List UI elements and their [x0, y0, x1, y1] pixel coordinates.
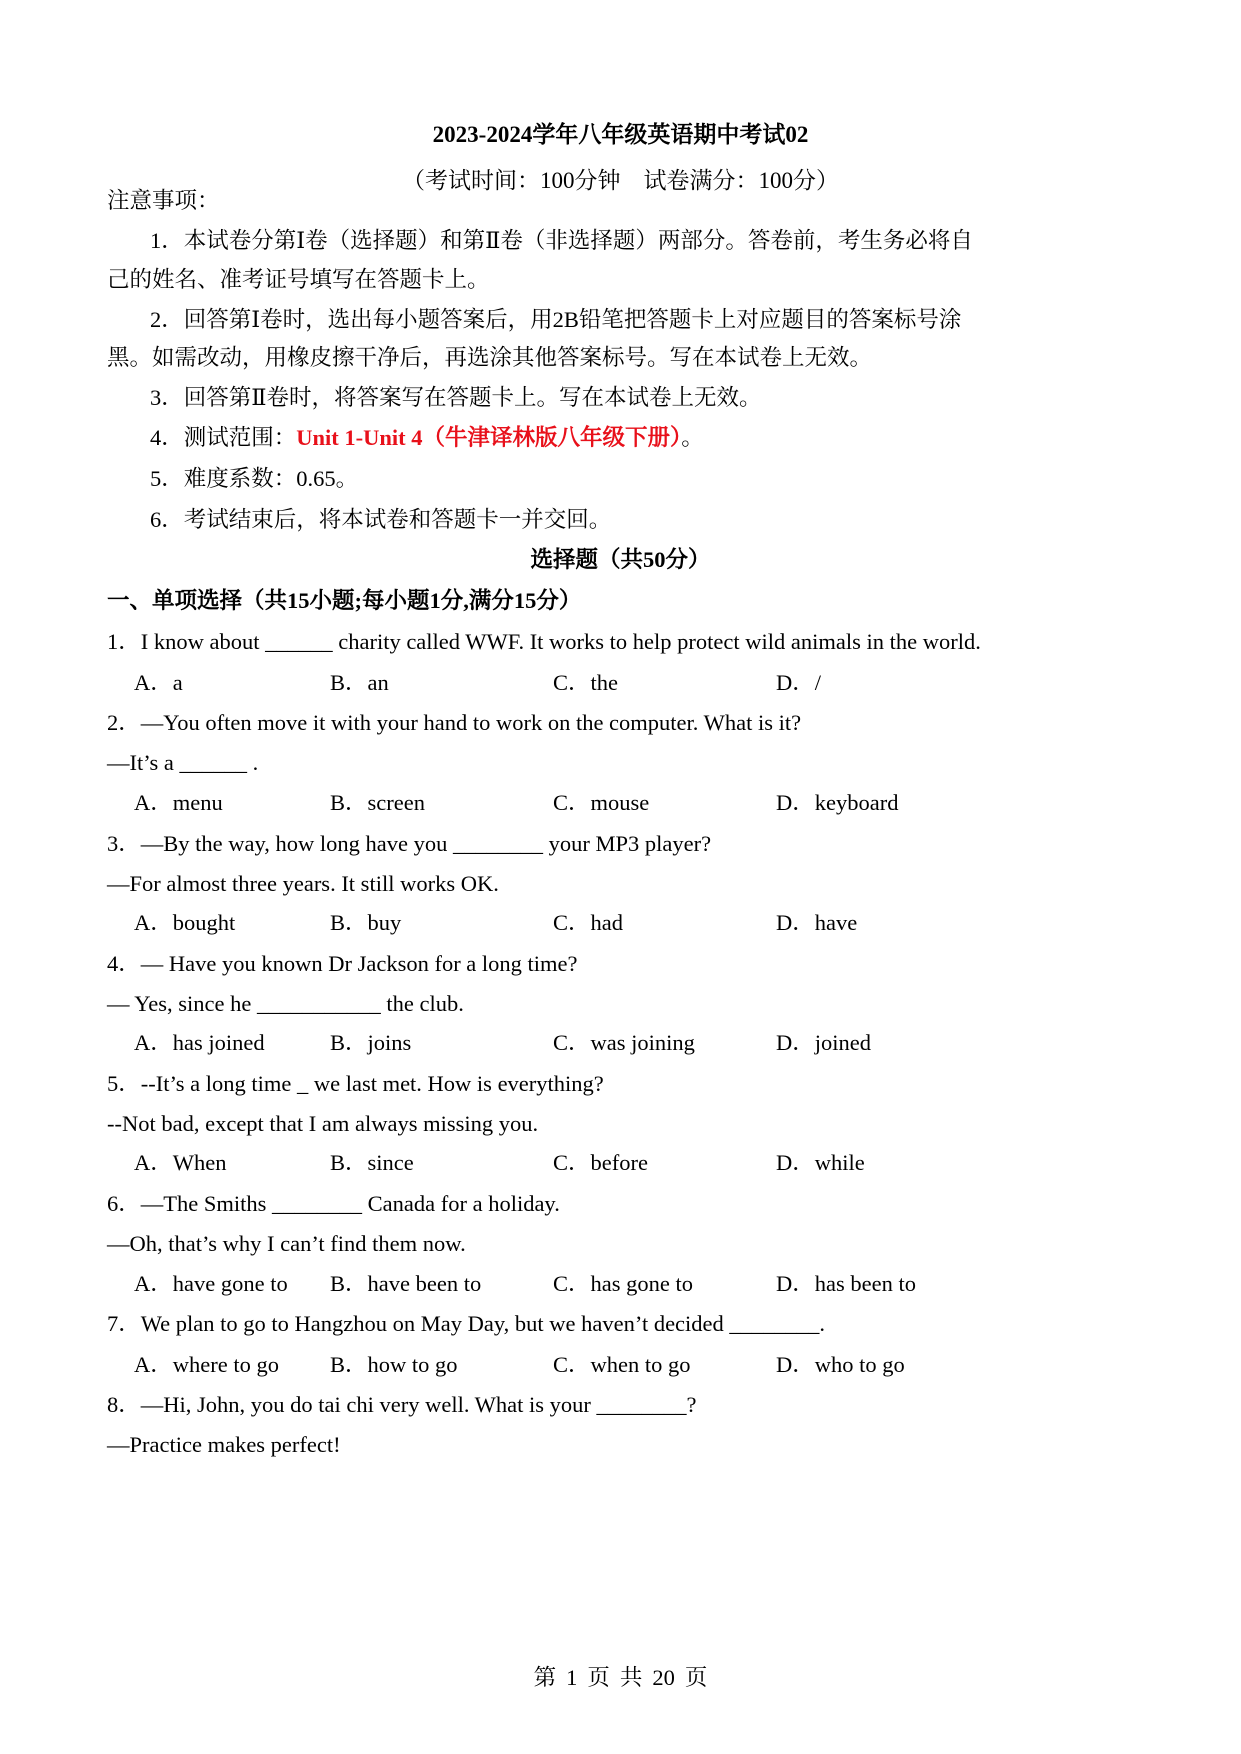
- question-5-option-c: C．before: [553, 1150, 648, 1175]
- question-4-option-c: C．was joining: [553, 1030, 695, 1055]
- question-6-reply: —Oh, that’s why I can’t find them now.: [107, 1231, 466, 1256]
- question-2-stem: 2．—You often move it with your hand to work on the computer. What is it?: [107, 710, 802, 735]
- question-4-option-b: B．joins: [330, 1030, 412, 1055]
- question-2-option-b: B．screen: [330, 790, 425, 815]
- question-5-option-b: B．since: [330, 1150, 414, 1175]
- exam-subtitle: （考试时间：100分钟 试卷满分：100分）: [402, 168, 839, 193]
- question-8-reply: —Practice makes perfect!: [107, 1432, 341, 1457]
- question-3-option-d: D．have: [776, 910, 858, 935]
- question-6-stem: 6．—The Smiths ________ Canada for a holiday.: [107, 1191, 560, 1216]
- question-5-reply: --Not bad, except that I am always missing you.: [107, 1111, 539, 1136]
- question-2-reply: —It’s a ______ .: [107, 750, 259, 775]
- question-4-reply: — Yes, since he ___________ the club.: [107, 991, 464, 1016]
- notes-heading: 注意事项：: [107, 188, 220, 213]
- footer-label-di: 第: [533, 1665, 557, 1690]
- exam-title: 2023-2024学年八年级英语期中考试02: [432, 122, 809, 147]
- footer-label-gong: 共: [619, 1665, 643, 1690]
- section-heading: 选择题（共50分）: [530, 547, 711, 572]
- question-1-stem: 1．I know about ______ charity called WWF. It works to help protect wild animals in the world.: [107, 629, 981, 654]
- note-4-test-scope: Unit 1-Unit 4（牛津译林版八年级下册）: [296, 425, 682, 450]
- note-1-line-2: 己的姓名、准考证号填写在答题卡上。: [107, 267, 490, 292]
- page-footer: [0, 1663, 1241, 1693]
- question-4-option-d: D．joined: [776, 1030, 871, 1055]
- question-7-option-d: D．who to go: [776, 1352, 905, 1377]
- question-2-option-c: C．mouse: [553, 790, 650, 815]
- note-4: [150, 423, 704, 453]
- question-7-option-c: C．when to go: [553, 1352, 691, 1377]
- question-5-stem: 5．--It’s a long time _ we last met. How is everything?: [107, 1071, 604, 1096]
- total-page-count: 20: [652, 1665, 675, 1690]
- question-4-option-a: A．has joined: [134, 1030, 265, 1055]
- question-6-option-d: D．has been to: [776, 1271, 916, 1296]
- question-1-option-c: C．the: [553, 670, 618, 695]
- question-3-option-a: A．bought: [134, 910, 236, 935]
- note-2-line-1: 2．回答第Ⅰ卷时，选出每小题答案后，用2B铅笔把答题卡上对应题目的答案标号涂: [150, 307, 962, 332]
- question-2-option-a: A．menu: [134, 790, 223, 815]
- note-4-suffix: 。: [681, 425, 704, 450]
- question-6-option-b: B．have been to: [330, 1271, 482, 1296]
- note-3: 3．回答第Ⅱ卷时，将答案写在答题卡上。写在本试卷上无效。: [150, 385, 762, 410]
- question-7-option-a: A．where to go: [134, 1352, 279, 1377]
- note-5: 5．难度系数：0.65。: [150, 466, 359, 491]
- question-1-option-b: B．an: [330, 670, 389, 695]
- question-1-option-a: A．a: [134, 670, 183, 695]
- footer-label-ye: 页: [587, 1665, 610, 1690]
- question-8-stem: 8．—Hi, John, you do tai chi very well. What is your ________?: [107, 1392, 697, 1417]
- question-3-reply: —For almost three years. It still works OK.: [107, 871, 499, 896]
- question-7-stem: 7．We plan to go to Hangzhou on May Day, but we haven’t decided ________.: [107, 1311, 826, 1336]
- current-page-number: 1: [566, 1665, 578, 1690]
- question-2-option-d: D．keyboard: [776, 790, 899, 815]
- question-7-option-b: B．how to go: [330, 1352, 458, 1377]
- question-3-option-c: C．had: [553, 910, 623, 935]
- question-6-option-a: A．have gone to: [134, 1271, 288, 1296]
- question-5-option-a: A．When: [134, 1150, 227, 1175]
- question-3-option-b: B．buy: [330, 910, 402, 935]
- question-5-option-d: D．while: [776, 1150, 865, 1175]
- footer-label-ye-2: 页: [684, 1665, 708, 1690]
- question-6-option-c: C．has gone to: [553, 1271, 693, 1296]
- question-3-stem: 3．—By the way, how long have you ________ your MP3 player?: [107, 831, 712, 856]
- question-4-stem: 4．— Have you known Dr Jackson for a long time?: [107, 951, 578, 976]
- note-6: 6．考试结束后，将本试卷和答题卡一并交回。: [150, 507, 612, 532]
- note-2-line-2: 黑。如需改动，用橡皮擦干净后，再选涂其他答案标号。写在本试卷上无效。: [107, 345, 873, 370]
- note-4-prefix: 4．测试范围：: [150, 425, 297, 450]
- note-1-line-1: 1．本试卷分第Ⅰ卷（选择题）和第Ⅱ卷（非选择题）两部分。答卷前，考生务必将自: [150, 228, 973, 253]
- question-1-option-d: D．/: [776, 670, 822, 695]
- part-1-heading: 一、单项选择（共15小题;每小题1分,满分15分）: [107, 588, 582, 613]
